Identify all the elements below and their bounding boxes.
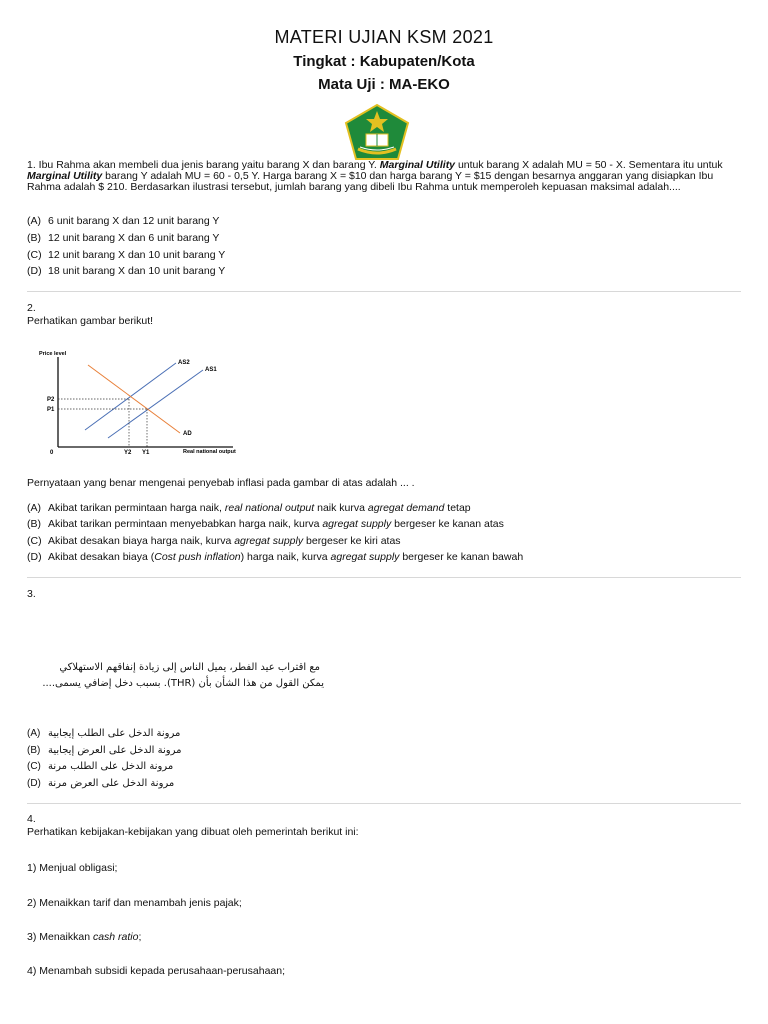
exam-title: MATERI UJIAN KSM 2021: [274, 27, 494, 47]
exam-level: Tingkat : Kabupaten/Kota: [293, 53, 475, 70]
question-2-option-d[interactable]: (D) Akibat desakan biaya (Cost push inflation) harga naik, kurva agregat supply bergeser ke kanan bawah: [27, 551, 524, 563]
chart-y-label: Price level: [39, 351, 67, 357]
question-4-number: 4.: [27, 813, 36, 825]
question-1-option-c[interactable]: (C) 12 unit barang X dan 10 unit barang Y: [27, 249, 226, 261]
question-3-option-a[interactable]: (A) مرونة الدخل على الطلب إيجابية: [27, 728, 181, 739]
chart-tick-p2: P2: [47, 397, 55, 403]
question-4-intro: Perhatikan kebijakan-kebijakan yang dibuat oleh pemerintah berikut ini:: [27, 826, 359, 838]
divider: [27, 577, 741, 578]
question-2-option-b[interactable]: (B) Akibat tarikan permintaan menyebabkan harga naik, kurva agregat supply bergeser ke kanan atas: [27, 518, 504, 530]
question-3-option-d[interactable]: (D) مرونة الدخل على العرض مرنة: [27, 778, 175, 789]
chart-origin-label: 0: [50, 450, 54, 456]
question-3-number: 3.: [27, 588, 36, 600]
question-1-text: 1. Ibu Rahma akan membeli dua jenis barang yaitu barang X dan barang Y. Marginal Utility untuk barang X adalah MU = 50 - X. Sementara itu untuk Marginal Utility barang Y adalah MU = 60 - 0,5 Y. Harga barang X = $10 dan harga barang Y = $15 dengan besarnya anggaran yang disiapkan Ibu Rahma adalah $ 210. Berdasarkan ilustrasi tersebut, jumlah barang yang dibeli Ibu Rahma untuk memperoleh kepuasan maksimal adalah....: [27, 159, 723, 193]
question-3-text-line-2: يمكن القول من هذا الشأن بأن (THR). بسبب دخل إضافي يسمى....: [42, 678, 324, 689]
kemenag-logo-icon: [344, 103, 410, 161]
chart-tick-y1: Y1: [142, 450, 150, 456]
chart-x-label: Real national output: [183, 449, 236, 455]
chart-curve-as1: [108, 370, 203, 438]
question-2-text: Pernyataan yang benar mengenai penyebab inflasi pada gambar di atas adalah ... .: [27, 477, 415, 489]
chart-legend-as1: AS1: [205, 367, 217, 373]
chart-curve-ad: [88, 365, 180, 433]
divider: [27, 291, 741, 292]
question-2-option-c[interactable]: (C) Akibat desakan biaya harga naik, kurva agregat supply bergeser ke kiri atas: [27, 535, 401, 547]
chart-tick-y2: Y2: [124, 450, 132, 456]
chart-legend-ad: AD: [183, 431, 192, 437]
question-1-option-b[interactable]: (B) 12 unit barang X dan 6 unit barang Y: [27, 232, 220, 244]
question-3-option-b[interactable]: (B) مرونة الدخل على العرض إيجابية: [27, 745, 182, 756]
exam-subject: Mata Uji : MA-EKO: [318, 76, 450, 93]
question-2-number: 2.: [27, 302, 36, 314]
question-1-option-a[interactable]: (A) 6 unit barang X dan 12 unit barang Y: [27, 215, 220, 227]
question-4-item-1: 1) Menjual obligasi;: [27, 862, 118, 874]
question-2-option-a[interactable]: (A) Akibat tarikan permintaan harga naik, real national output naik kurva agregat demand tetap: [27, 502, 471, 514]
question-4-item-3: 3) Menaikkan cash ratio;: [27, 931, 142, 943]
chart-legend-as2: AS2: [178, 360, 190, 366]
chart-tick-p1: P1: [47, 407, 55, 413]
question-4-item-4: 4) Menambah subsidi kepada perusahaan-perusahaan;: [27, 965, 286, 977]
question-3-option-c[interactable]: (C) مرونة الدخل على الطلب مرنة: [27, 761, 174, 772]
question-2-intro: Perhatikan gambar berikut!: [27, 315, 154, 327]
question-1-option-d[interactable]: (D) 18 unit barang X dan 10 unit barang Y: [27, 265, 226, 277]
divider: [27, 803, 741, 804]
question-3-text-line-1: مع اقتراب عيد الفطر، يميل الناس إلى زيادة إنفاقهم الاستهلاكي: [59, 662, 320, 673]
inflation-chart: [33, 345, 243, 470]
question-4-item-2: 2) Menaikkan tarif dan menambah jenis pajak;: [27, 897, 242, 909]
